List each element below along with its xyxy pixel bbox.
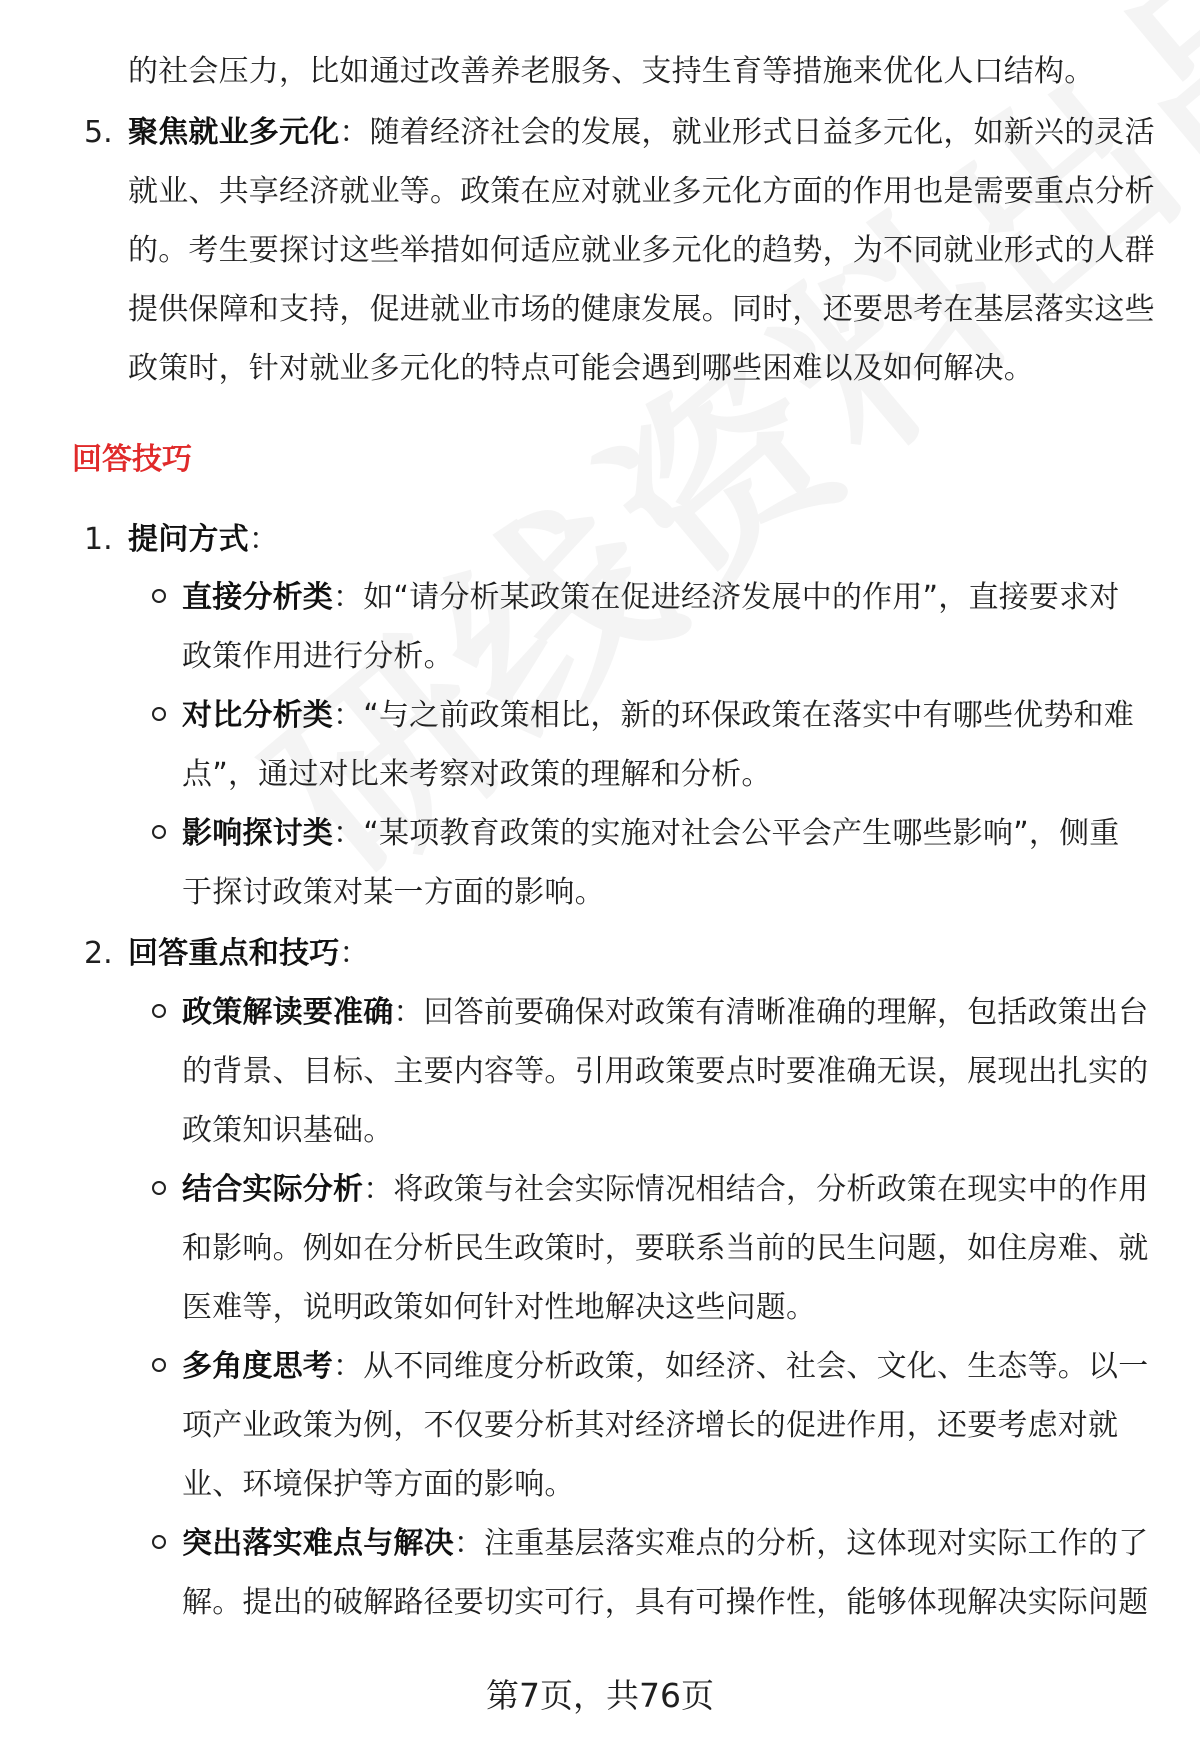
sub-item	[182, 993, 1148, 1033]
paragraph-line: 点”，通过对比来考察对政策的理解和分析。	[182, 757, 772, 792]
sub-item	[182, 1524, 1148, 1564]
sub-item-title: 影响探讨类	[182, 816, 333, 851]
bullet-circle-icon	[152, 1004, 166, 1018]
sub-item-title: 对比分析类	[182, 698, 333, 733]
list-number: 5.	[84, 115, 113, 150]
colon: ：	[333, 698, 364, 733]
list-heading	[128, 520, 279, 560]
list-item-text: 随着经济社会的发展，就业形式日益多元化，如新兴的灵活	[369, 115, 1155, 150]
sub-item-text: 如“请分析某政策在促进经济发展中的作用”，直接要求对	[363, 580, 1120, 615]
paragraph-line: 提供保障和支持，促进就业市场的健康发展。同时，还要思考在基层落实这些	[128, 292, 1155, 327]
paragraph-line: 政策作用进行分析。	[182, 639, 454, 674]
sub-item-text: “某项教育政策的实施对社会公平会产生哪些影响”，侧重	[363, 816, 1120, 851]
paragraph-line: 的。考生要探讨这些举措如何适应就业多元化的趋势，为不同就业形式的人群	[128, 233, 1155, 268]
bullet-circle-icon	[152, 825, 166, 839]
sub-item-text: 将政策与社会实际情况相结合，分析政策在现实中的作用	[393, 1172, 1149, 1207]
bullet-circle-icon	[152, 707, 166, 721]
bullet-circle-icon	[152, 1181, 166, 1195]
sub-item	[182, 814, 1120, 854]
sub-item	[182, 1347, 1148, 1387]
list-number: 1.	[84, 522, 113, 557]
paragraph-line: 医难等，说明政策如何针对性地解决这些问题。	[182, 1290, 817, 1325]
sub-item-text: 注重基层落实难点的分析，这体现对实际工作的了	[484, 1526, 1149, 1561]
paragraph-line: 政策时，针对就业多元化的特点可能会遇到哪些困难以及如何解决。	[128, 351, 1034, 386]
colon: ：	[333, 816, 364, 851]
sub-item-text: “与之前政策相比，新的环保政策在落实中有哪些优势和难	[363, 698, 1134, 733]
colon: ：	[333, 1349, 364, 1384]
paragraph-line: 解。提出的破解路径要切实可行，具有可操作性，能够体现解决实际问题	[182, 1585, 1149, 1620]
sub-item-text: 回答前要确保对政策有清晰准确的理解，包括政策出台	[423, 995, 1149, 1030]
list-item-title: 聚焦就业多元化	[128, 115, 340, 150]
bullet-circle-icon	[152, 589, 166, 603]
paragraph-line: 政策知识基础。	[182, 1113, 394, 1148]
list-heading	[128, 934, 370, 974]
sub-item-title: 突出落实难点与解决	[182, 1526, 454, 1561]
sub-item-title: 政策解读要准确	[182, 995, 394, 1030]
page-number: 第7页，共76页	[486, 1676, 714, 1715]
colon: ：	[393, 995, 424, 1030]
list-heading-title: 回答重点和技巧	[128, 936, 340, 971]
sub-item-text: 从不同维度分析政策，如经济、社会、文化、生态等。以一	[363, 1349, 1149, 1384]
bullet-circle-icon	[152, 1358, 166, 1372]
sub-item	[182, 578, 1120, 618]
colon: ：	[248, 522, 280, 557]
sub-item-title: 多角度思考	[182, 1349, 333, 1384]
sub-item	[182, 1170, 1148, 1210]
paragraph-line: 的背景、目标、主要内容等。引用政策要点时要准确无误，展现出扎实的	[182, 1054, 1149, 1089]
list-heading-title: 提问方式	[128, 522, 249, 557]
colon: ：	[333, 580, 364, 615]
bullet-circle-icon	[152, 1535, 166, 1549]
paragraph-line: 和影响。例如在分析民生政策时，要联系当前的民生问题，如住房难、就	[182, 1231, 1149, 1266]
colon: ：	[453, 1526, 485, 1561]
colon: ：	[339, 936, 370, 971]
section-heading: 回答技巧	[72, 442, 192, 477]
sub-item-title: 直接分析类	[182, 580, 333, 615]
paragraph-line: 就业、共享经济就业等。政策在应对就业多元化方面的作用也是需要重点分析	[128, 174, 1155, 209]
paragraph-line: 项产业政策为例，不仅要分析其对经济增长的促进作用，还要考虑对就	[182, 1408, 1119, 1443]
sub-item-title: 结合实际分析	[182, 1172, 364, 1207]
paragraph-line: 于探讨政策对某一方面的影响。	[182, 875, 605, 910]
list-item-5	[128, 113, 1155, 153]
sub-item	[182, 696, 1134, 736]
paragraph-line: 的社会压力，比如通过改善养老服务、支持生育等措施来优化人口结构。	[128, 54, 1095, 89]
colon: ：	[339, 115, 370, 150]
list-number: 2.	[84, 936, 113, 971]
paragraph-line: 业、环境保护等方面的影响。	[182, 1467, 575, 1502]
colon: ：	[363, 1172, 394, 1207]
